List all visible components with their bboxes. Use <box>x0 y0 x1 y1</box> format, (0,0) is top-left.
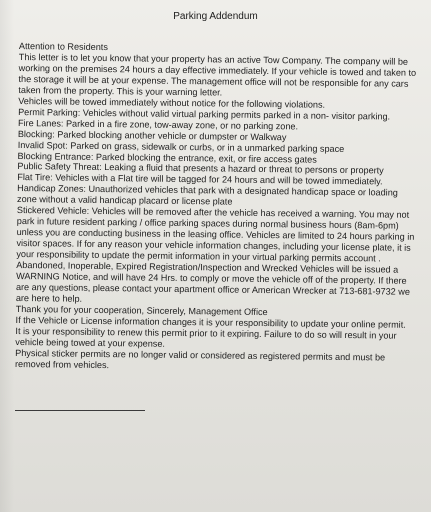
signature-line <box>15 410 145 411</box>
intro-paragraph: This letter is to let you know that your property has an active Tow Company. The company will be working on the premises 24 hours a day effective immediately. If your vehicle is towed and taken to the storage it will be at your expense. The management office will not be responsible for any cars taken from the property. This is your warning letter. <box>18 51 417 98</box>
violation-stickered-vehicle: Stickered Vehicle: Vehicles will be removed after the vehicle has received a warning. You may not park in future resident parking / office parking spaces during normal business hours (8am-6pm) unless you are conducting business in the leasing office. Vehicles are limited to 24 hours parking in visitor spaces. If for any reason your vehicle information changes, including your license plate, it is your responsibility to update the permit information in your virtual parking permits account . Abandoned, Inoperable, Expired Registration/Inspection and Wrecked Vehicles will be issued a WARNING Notice, and will have 24 Hrs. to comply or move the vehicle off of the property. If there are any questions, please contact your apartment office or American Wrecker at 713-681-9732 we are here to help. <box>15 205 415 304</box>
document-body <box>15 41 417 374</box>
violation-public-safety: Public Safety Threat: Leaking a fluid that presents a hazard or threat to persons or property <box>17 161 384 176</box>
violation-handicap-zones: Handicap Zones: Unauthorized vehicles that park with a designated handicap space or loading zone without a valid handicap placard or license plate <box>17 183 398 207</box>
document-title: Parking Addendum <box>173 11 258 22</box>
page-shadow <box>0 0 14 512</box>
closing-line: Thank you for your cooperation, Sincerely, Management Office <box>15 303 268 317</box>
violation-blocking-entrance: Blocking Entrance: Parked blocking the entrance, exit, or fire access gates <box>17 150 317 165</box>
attention-heading: Attention to Residents <box>18 41 108 53</box>
violations-intro: Vehicles will be towed immediately without notice for the following violations. <box>18 95 326 110</box>
sticker-permit-notice: Physical sticker permits are no longer valid or considered as registered permits and must be removed from vehicles. <box>14 347 386 370</box>
violation-permit-parking: Permit Parking: Vehicles without valid virtual parking permits parked in a non- visitor parking. <box>18 106 391 122</box>
violation-blocking: Blocking: Parked blocking another vehicle or dumpster or Walkway <box>17 128 287 142</box>
violation-fire-lanes: Fire Lanes: Parked in a fire zone, tow-away zone, or no parking zone. <box>17 117 299 132</box>
violation-invalid-spot: Invalid Spot: Parked on grass, sidewalk or curbs, or in a unmarked parking space <box>17 139 345 154</box>
update-permit-notice: If the Vehicle or License information changes it is your responsibility to update your online permit. <box>15 314 406 330</box>
renew-permit-notice: It is your responsibility to renew this permit prior to it expiring. Failure to do so will result in your vehicle being towed at your expense. <box>15 325 397 349</box>
violation-flat-tire: Flat Tire: Vehicles with a Flat tire will be tagged for 24 hours and will be towed immediately. <box>17 172 383 187</box>
